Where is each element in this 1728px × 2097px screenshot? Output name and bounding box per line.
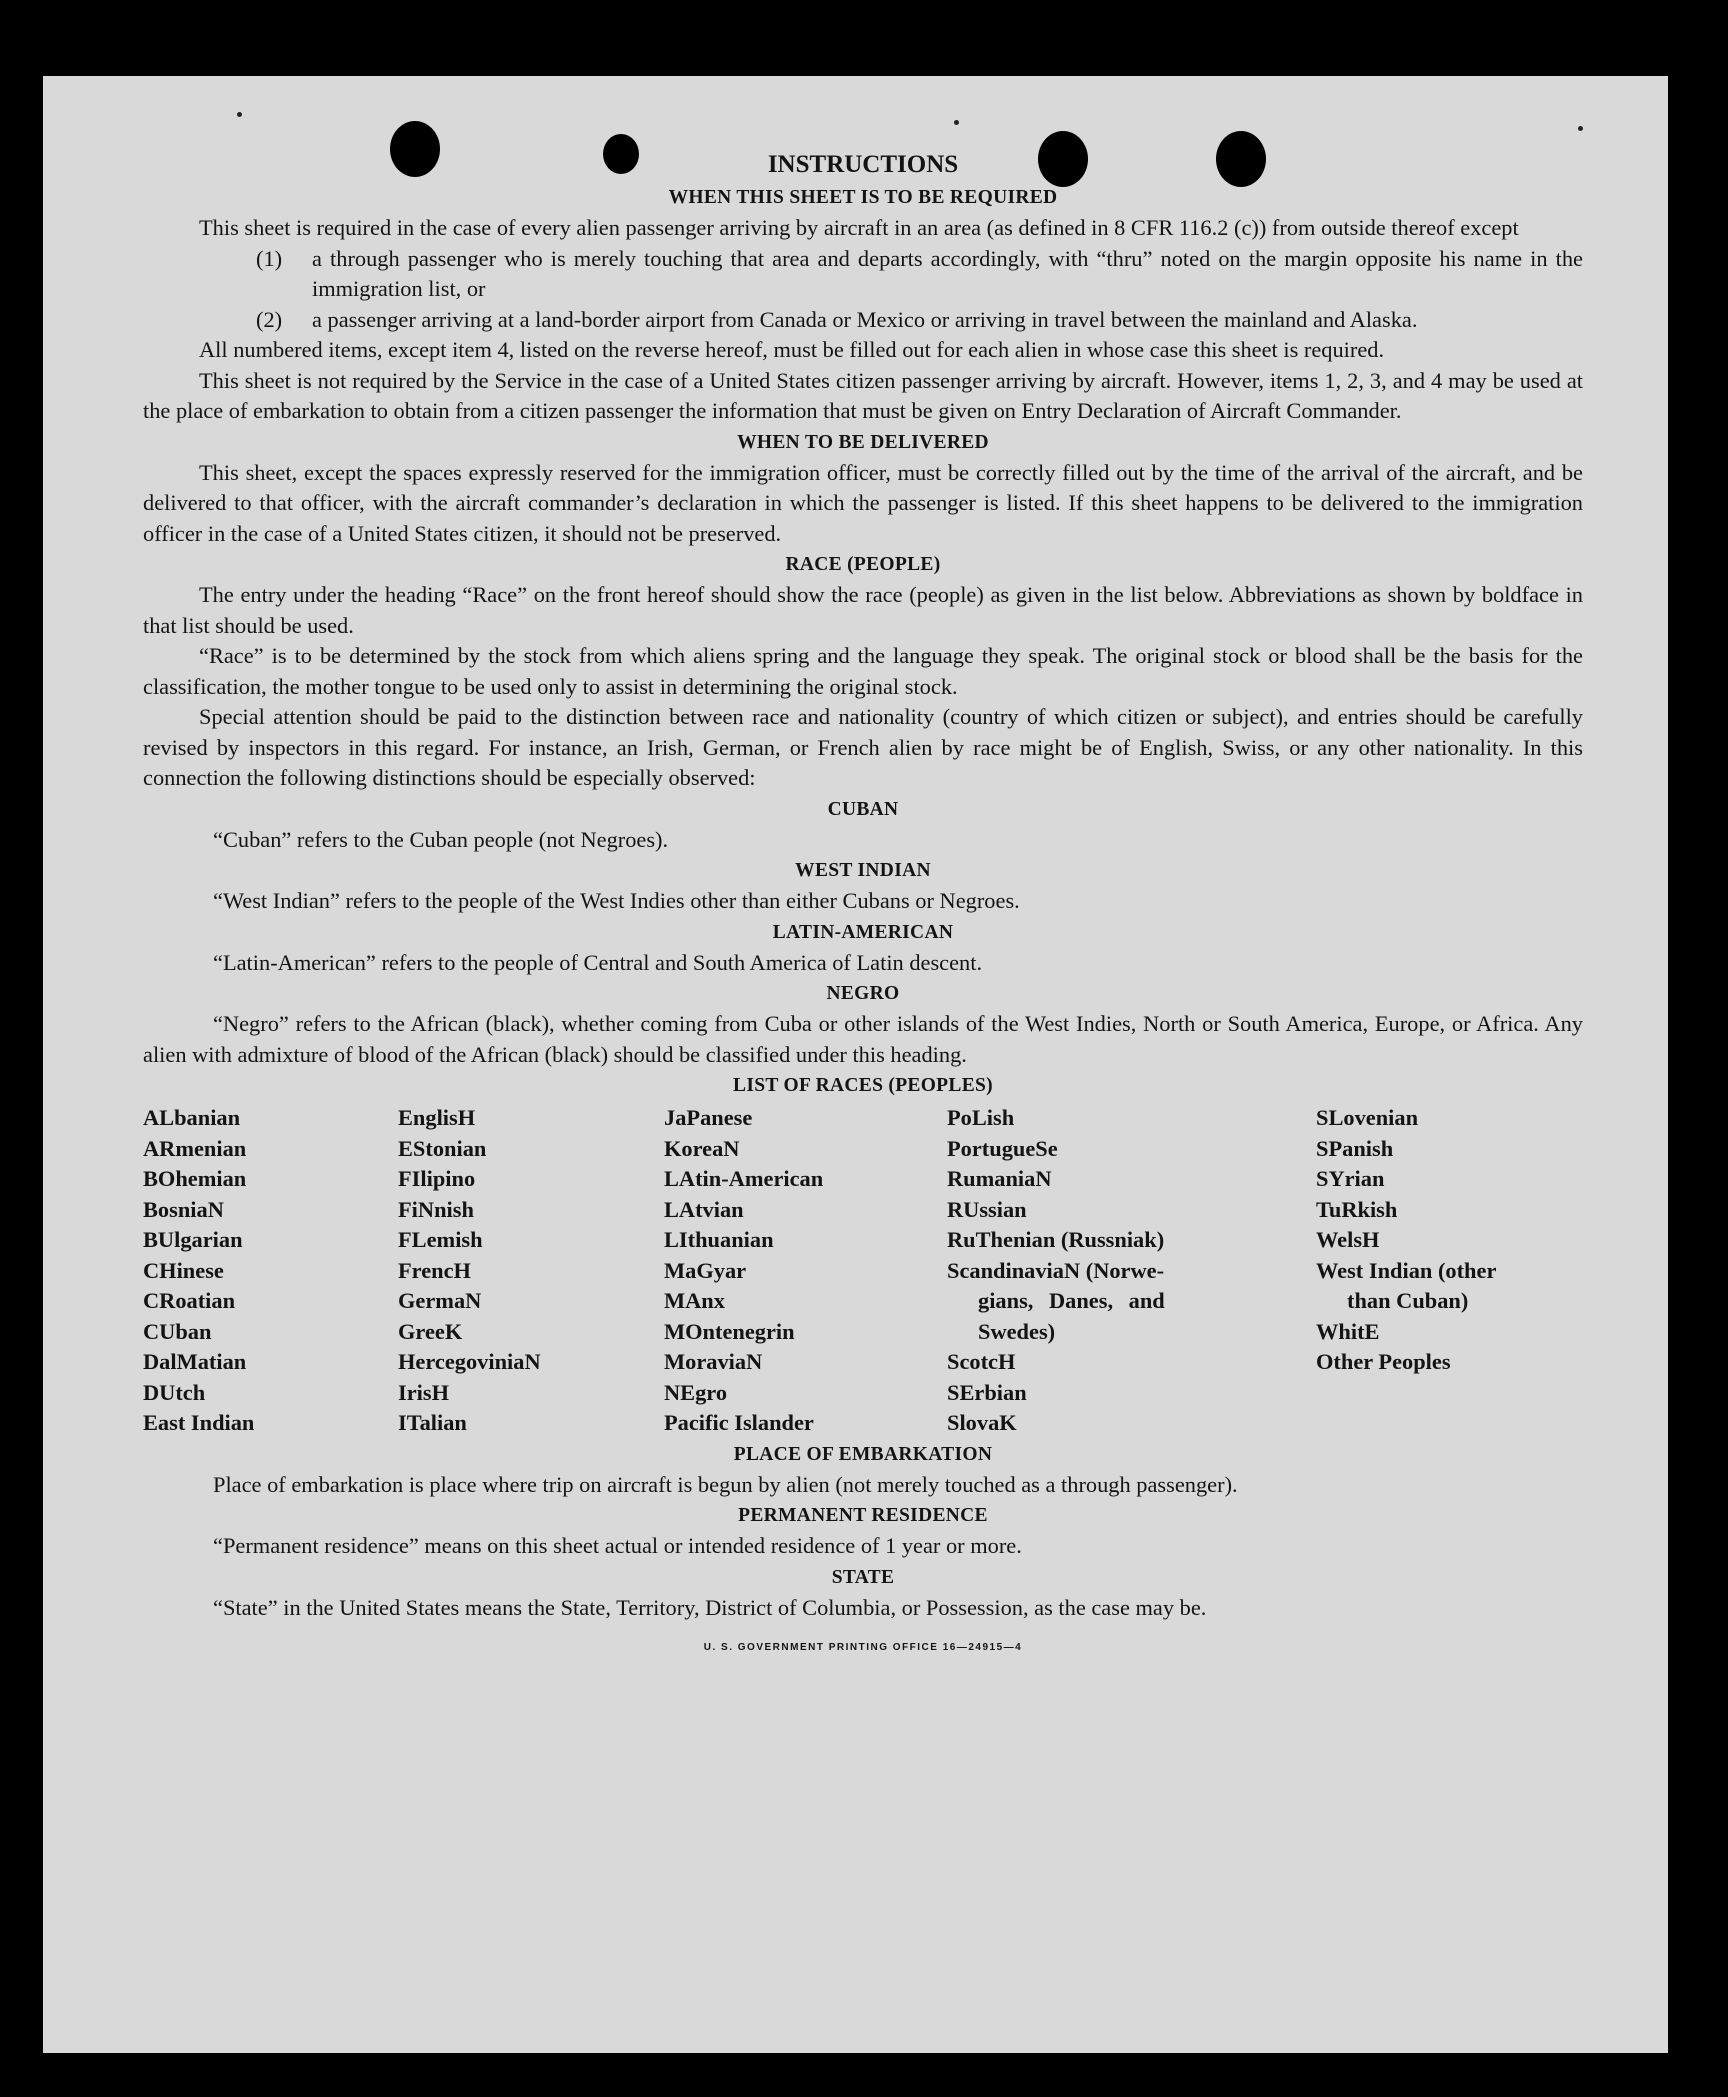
paragraph: This sheet is required in the case of every alien passenger arriving by aircraft in an area (as defined in 8 CFR 116.2 (c)) from outside thereof except xyxy=(199,215,1519,240)
race-item: CRoatian xyxy=(143,1288,236,1313)
paragraph: Place of embarkation is place where trip on aircraft is begun by alien (not merely touched as a through passenger). xyxy=(213,1471,1238,1497)
speck xyxy=(237,112,242,117)
instructions-content xyxy=(143,148,1583,1664)
heading-cuban: CUBAN xyxy=(827,798,899,820)
paragraph: “State” in the United States means the State, Territory, District of Columbia, or Possession, as the case may be. xyxy=(213,1594,1207,1620)
paragraph: “West Indian” refers to the people of the West Indies other than either Cubans or Negroes. xyxy=(213,888,1020,913)
race-item: PortugueSe xyxy=(947,1135,1058,1161)
heading-negro: NEGRO xyxy=(826,983,900,1004)
race-item: FrencH xyxy=(398,1257,471,1283)
races-column-4 xyxy=(947,1103,1316,1439)
race-item: EStonian xyxy=(398,1135,487,1161)
heading-race: RACE (PEOPLE) xyxy=(785,554,941,575)
race-item: FiNnish xyxy=(398,1196,474,1222)
race-item: Pacific Islander xyxy=(664,1410,814,1435)
race-item: WelsH xyxy=(1316,1227,1380,1252)
race-item: CHinese xyxy=(143,1257,224,1283)
race-item: PoLish xyxy=(947,1105,1015,1130)
race-item: SErbian xyxy=(947,1379,1027,1405)
race-item: MOntenegrin xyxy=(664,1318,795,1344)
race-item: GreeK xyxy=(398,1318,463,1344)
race-item: IrisH xyxy=(398,1379,450,1405)
item-number: (1) xyxy=(256,245,283,271)
race-item: DalMatian xyxy=(143,1349,247,1374)
race-item: ARmenian xyxy=(143,1135,247,1161)
race-item: DUtch xyxy=(143,1379,206,1405)
race-item: SPanish xyxy=(1316,1135,1394,1161)
race-item: MoraviaN xyxy=(664,1349,763,1374)
race-item: SlovaK xyxy=(947,1410,1017,1435)
races-list xyxy=(143,1103,1583,1439)
race-item: ITalian xyxy=(398,1410,467,1435)
item-text: a through passenger who is merely touching that area and departs accordingly, with “thru” noted on the margin opposite his name in the immigration list, or xyxy=(312,245,1583,301)
list-item xyxy=(256,305,1583,336)
paragraph: All numbered items, except item 4, listed on the reverse hereof, must be filled out for each alien in whose case this sheet is required. xyxy=(199,337,1385,362)
race-item: LIthuanian xyxy=(664,1227,774,1252)
heading-when-required: WHEN THIS SHEET IS TO BE REQUIRED xyxy=(668,187,1058,208)
paragraph: “Negro” refers to the African (black), whether coming from Cuba or other islands of the West Indies, North or South America, Europe, or Africa. Any alien with admixture of blood of the African (black) should be classified under this heading. xyxy=(143,1011,1583,1067)
item-number: (2) xyxy=(256,306,283,332)
speck xyxy=(954,120,959,125)
paragraph: Special attention should be paid to the distinction between race and nationality (country of which citizen or subject), and entries should be carefully revised by inspectors in this regard. For instance, an Irish, German, or French alien by race might be of English, Swiss, or any other nationality. In this connection the following distinctions should be especially observed: xyxy=(143,704,1583,790)
race-item: BOhemian xyxy=(143,1166,247,1191)
race-item: MAnx xyxy=(664,1288,725,1313)
race-item: JaPanese xyxy=(664,1105,753,1130)
race-item: GermaN xyxy=(398,1288,482,1313)
race-item: FIlipino xyxy=(398,1166,476,1191)
race-item: NEgro xyxy=(664,1379,728,1405)
heading-when-delivered: WHEN TO BE DELIVERED xyxy=(737,431,989,453)
printing-office-footer: U. S. GOVERNMENT PRINTING OFFICE 16—24915—4 xyxy=(703,1642,1023,1653)
races-column-1 xyxy=(143,1103,398,1439)
race-item: RumaniaN xyxy=(947,1166,1052,1191)
heading-place-of-embarkation: PLACE OF EMBARKATION xyxy=(733,1443,993,1465)
race-item: SYrian xyxy=(1316,1166,1385,1191)
race-item: TuRkish xyxy=(1316,1196,1398,1222)
races-column-3 xyxy=(664,1103,947,1439)
race-item: ScotcH xyxy=(947,1349,1016,1374)
heading-list-of-races: LIST OF RACES (PEOPLES) xyxy=(733,1075,993,1096)
race-item: ALbanian xyxy=(143,1105,241,1130)
paragraph: “Race” is to be determined by the stock from which aliens spring and the language they speak. The original stock or blood shall be the basis for the classification, the mother tongue to be used only to assist in determining the original stock. xyxy=(143,643,1583,699)
race-item: East Indian xyxy=(143,1410,255,1435)
race-item-continued: than Cuban) xyxy=(1347,1288,1469,1313)
paragraph: The entry under the heading “Race” on the front hereof should show the race (people) as given in the list below. Abbreviations as shown by boldface in that list should be used. xyxy=(143,582,1583,638)
race-item-continued: Swedes) xyxy=(978,1318,1056,1344)
race-item: LAtvian xyxy=(664,1196,744,1222)
speck xyxy=(1578,126,1583,131)
paragraph: This sheet is not required by the Service in the case of a United States citizen passenger arriving by aircraft. However, items 1, 2, 3, and 4 may be used at the place of embarkation to obtain from a citizen passenger the information that must be given on Entry Declaration of Aircraft Commander. xyxy=(143,367,1583,423)
race-item: LAtin-American xyxy=(664,1166,824,1191)
races-column-5 xyxy=(1316,1103,1496,1439)
page-title: INSTRUCTIONS xyxy=(767,151,959,178)
race-item: RUssian xyxy=(947,1196,1027,1222)
race-item: BUlgarian xyxy=(143,1227,243,1252)
paragraph: “Cuban” refers to the Cuban people (not Negroes). xyxy=(213,826,669,852)
race-item: FLemish xyxy=(398,1227,483,1252)
paragraph: This sheet, except the spaces expressly reserved for the immigration officer, must be correctly filled out by the time of the arrival of the aircraft, and be delivered to that officer, with the aircraft commander’s declaration in which the passenger is listed. If this sheet happens to be delivered to the immigration officer in the case of a United States citizen, it should not be preserved. xyxy=(143,459,1583,546)
race-item: RuThenian (Russniak) xyxy=(947,1227,1165,1252)
list-item xyxy=(256,244,1583,305)
race-item-continued: gians, Danes, and xyxy=(978,1288,1165,1313)
race-item: Other Peoples xyxy=(1316,1349,1451,1374)
race-item: CUban xyxy=(143,1318,212,1344)
paragraph: “Latin-American” refers to the people of Central and South America of Latin descent. xyxy=(213,949,983,975)
heading-state: STATE xyxy=(831,1566,895,1588)
document-sheet xyxy=(43,76,1668,2053)
race-item: KoreaN xyxy=(664,1135,740,1161)
races-column-2 xyxy=(398,1103,664,1439)
race-item: ScandinaviaN (Norwe- xyxy=(947,1257,1165,1283)
race-item: EnglisH xyxy=(398,1105,476,1130)
race-item: HercegoviniaN xyxy=(398,1349,541,1374)
heading-latin-american: LATIN-AMERICAN xyxy=(772,921,954,943)
race-item: BosniaN xyxy=(143,1196,224,1222)
heading-permanent-residence: PERMANENT RESIDENCE xyxy=(738,1505,988,1526)
race-item: MaGyar xyxy=(664,1257,747,1283)
item-text: a passenger arriving at a land-border airport from Canada or Mexico or arriving in travel between the mainland and Alaska. xyxy=(312,306,1418,332)
race-item: WhitE xyxy=(1316,1318,1380,1344)
race-item: SLovenian xyxy=(1316,1105,1419,1130)
heading-west-indian: WEST INDIAN xyxy=(795,860,931,881)
race-item: West Indian (other xyxy=(1316,1257,1497,1283)
paragraph: “Permanent residence” means on this sheet actual or intended residence of 1 year or more. xyxy=(213,1533,1022,1558)
